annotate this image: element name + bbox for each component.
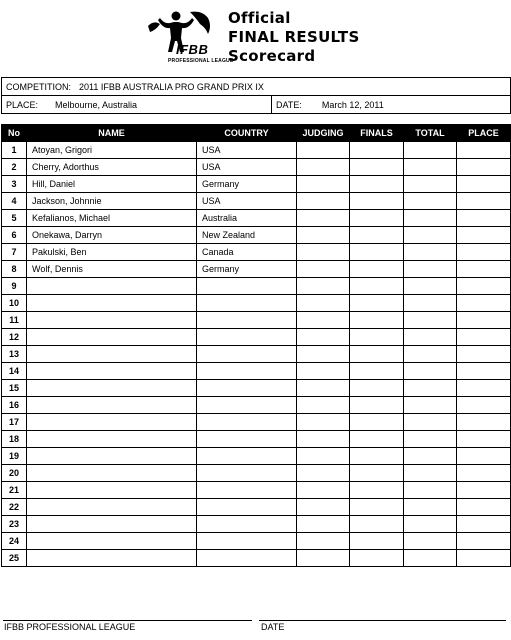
table-row: [2, 244, 511, 261]
place-score-cell[interactable]: [457, 346, 511, 363]
country-cell: [197, 312, 297, 329]
country-cell: [197, 380, 297, 397]
judging-score-cell[interactable]: [297, 142, 350, 159]
row-number: 15: [2, 380, 27, 397]
table-row: [2, 329, 511, 346]
place-score-cell[interactable]: [457, 312, 511, 329]
judging-score-cell[interactable]: [297, 193, 350, 210]
country-cell: [197, 482, 297, 499]
place-score-cell[interactable]: [457, 499, 511, 516]
judging-score-cell[interactable]: [297, 499, 350, 516]
country-cell: [197, 499, 297, 516]
table-row: [2, 431, 511, 448]
total-score-cell[interactable]: [404, 431, 457, 448]
logo-subtext: PROFESSIONAL LEAGUE: [168, 58, 234, 64]
row-number: 25: [2, 550, 27, 567]
row-number: 11: [2, 312, 27, 329]
competitor-name-cell: Cherry, Adorthus: [27, 159, 197, 176]
total-score-cell[interactable]: [404, 499, 457, 516]
row-number: 1: [2, 142, 27, 159]
row-number: 18: [2, 431, 27, 448]
column-header-no: No: [2, 125, 27, 142]
row-number: 21: [2, 482, 27, 499]
table-row: [2, 159, 511, 176]
table-row: [2, 380, 511, 397]
country-cell: [197, 431, 297, 448]
competitor-name-cell: [27, 346, 197, 363]
place-score-cell[interactable]: [457, 431, 511, 448]
country-cell: Germany: [197, 176, 297, 193]
place-score-cell[interactable]: [457, 482, 511, 499]
column-header-total: TOTAL: [404, 125, 457, 142]
logo-text: IFBB: [176, 42, 209, 57]
competition-label: COMPETITION:: [6, 81, 71, 92]
judging-score-cell[interactable]: [297, 295, 350, 312]
table-row: [2, 533, 511, 550]
table-row: [2, 227, 511, 244]
place-score-cell[interactable]: [457, 380, 511, 397]
finals-score-cell[interactable]: [350, 312, 404, 329]
judging-score-cell[interactable]: [297, 414, 350, 431]
results-table: [1, 124, 511, 567]
scorecard-header: [0, 6, 511, 72]
total-score-cell[interactable]: [404, 244, 457, 261]
finals-score-cell[interactable]: [350, 210, 404, 227]
place-score-cell[interactable]: [457, 142, 511, 159]
place-score-cell[interactable]: [457, 261, 511, 278]
date-signature-label: DATE: [261, 622, 285, 632]
country-cell: [197, 516, 297, 533]
place-score-cell[interactable]: [457, 550, 511, 567]
place-score-cell[interactable]: [457, 278, 511, 295]
place-score-cell[interactable]: [457, 448, 511, 465]
place-score-cell[interactable]: [457, 414, 511, 431]
competitor-name-cell: [27, 278, 197, 295]
place-score-cell[interactable]: [457, 397, 511, 414]
judging-score-cell[interactable]: [297, 431, 350, 448]
country-cell: New Zealand: [197, 227, 297, 244]
place-score-cell[interactable]: [457, 295, 511, 312]
row-number: 19: [2, 448, 27, 465]
competitor-name-cell: Jackson, Johnnie: [27, 193, 197, 210]
document-title: [228, 9, 360, 66]
country-cell: [197, 329, 297, 346]
judging-score-cell[interactable]: [297, 329, 350, 346]
competition-value: 2011 IFBB AUSTRALIA PRO GRAND PRIX IX: [79, 81, 264, 92]
row-number: 24: [2, 533, 27, 550]
total-score-cell[interactable]: [404, 363, 457, 380]
place-score-cell[interactable]: [457, 516, 511, 533]
row-number: 12: [2, 329, 27, 346]
date-signature-line: [259, 620, 506, 621]
column-header-finals: FINALS: [350, 125, 404, 142]
judging-score-cell[interactable]: [297, 397, 350, 414]
finals-score-cell[interactable]: [350, 465, 404, 482]
league-signature-line: [3, 620, 252, 621]
table-row: [2, 312, 511, 329]
judging-score-cell[interactable]: [297, 227, 350, 244]
finals-score-cell[interactable]: [350, 448, 404, 465]
total-score-cell[interactable]: [404, 346, 457, 363]
judging-score-cell[interactable]: [297, 176, 350, 193]
total-score-cell[interactable]: [404, 465, 457, 482]
finals-score-cell[interactable]: [350, 176, 404, 193]
finals-score-cell[interactable]: [350, 397, 404, 414]
place-cell: [2, 96, 272, 113]
table-row: [2, 210, 511, 227]
country-cell: USA: [197, 193, 297, 210]
table-row: [2, 414, 511, 431]
finals-score-cell[interactable]: [350, 363, 404, 380]
judging-score-cell[interactable]: [297, 448, 350, 465]
place-score-cell[interactable]: [457, 159, 511, 176]
competitor-name-cell: [27, 414, 197, 431]
judging-score-cell[interactable]: [297, 550, 350, 567]
total-score-cell[interactable]: [404, 482, 457, 499]
judging-score-cell[interactable]: [297, 244, 350, 261]
place-score-cell[interactable]: [457, 176, 511, 193]
competitor-name-cell: [27, 499, 197, 516]
competitor-name-cell: [27, 380, 197, 397]
finals-score-cell[interactable]: [350, 244, 404, 261]
total-score-cell[interactable]: [404, 414, 457, 431]
place-score-cell[interactable]: [457, 533, 511, 550]
table-row: [2, 499, 511, 516]
row-number: 22: [2, 499, 27, 516]
finals-score-cell[interactable]: [350, 227, 404, 244]
judging-score-cell[interactable]: [297, 465, 350, 482]
table-row: [2, 363, 511, 380]
table-row: [2, 261, 511, 278]
competitor-name-cell: [27, 431, 197, 448]
finals-score-cell[interactable]: [350, 482, 404, 499]
country-cell: [197, 533, 297, 550]
competitor-name-cell: [27, 465, 197, 482]
finals-score-cell[interactable]: [350, 295, 404, 312]
country-cell: USA: [197, 159, 297, 176]
row-number: 17: [2, 414, 27, 431]
table-row: [2, 346, 511, 363]
table-header-row: [2, 125, 511, 142]
total-score-cell[interactable]: [404, 533, 457, 550]
row-number: 16: [2, 397, 27, 414]
total-score-cell[interactable]: [404, 193, 457, 210]
date-label: DATE:: [276, 99, 302, 110]
total-score-cell[interactable]: [404, 329, 457, 346]
date-cell: [272, 100, 384, 110]
competitor-name-cell: Hill, Daniel: [27, 176, 197, 193]
competition-info: [1, 77, 511, 114]
total-score-cell[interactable]: [404, 142, 457, 159]
table-row: [2, 482, 511, 499]
total-score-cell[interactable]: [404, 550, 457, 567]
competitor-name-cell: [27, 533, 197, 550]
table-row: [2, 550, 511, 567]
finals-score-cell[interactable]: [350, 346, 404, 363]
finals-score-cell[interactable]: [350, 431, 404, 448]
judging-score-cell[interactable]: [297, 533, 350, 550]
country-cell: [197, 414, 297, 431]
judging-score-cell[interactable]: [297, 516, 350, 533]
row-number: 14: [2, 363, 27, 380]
column-header-place: PLACE: [457, 125, 511, 142]
competitor-name-cell: Pakulski, Ben: [27, 244, 197, 261]
finals-score-cell[interactable]: [350, 193, 404, 210]
judging-score-cell[interactable]: [297, 278, 350, 295]
row-number: 6: [2, 227, 27, 244]
country-cell: Australia: [197, 210, 297, 227]
place-score-cell[interactable]: [457, 329, 511, 346]
finals-score-cell[interactable]: [350, 414, 404, 431]
title-line: Scorecard: [228, 47, 316, 65]
row-number: 2: [2, 159, 27, 176]
row-number: 9: [2, 278, 27, 295]
total-score-cell[interactable]: [404, 397, 457, 414]
row-number: 5: [2, 210, 27, 227]
country-cell: [197, 363, 297, 380]
total-score-cell[interactable]: [404, 295, 457, 312]
country-cell: [197, 278, 297, 295]
finals-score-cell[interactable]: [350, 261, 404, 278]
total-score-cell[interactable]: [404, 448, 457, 465]
table-row: [2, 295, 511, 312]
column-header-judging: JUDGING: [297, 125, 350, 142]
competitor-name-cell: [27, 363, 197, 380]
place-score-cell[interactable]: [457, 363, 511, 380]
place-score-cell[interactable]: [457, 227, 511, 244]
country-cell: [197, 397, 297, 414]
country-cell: [197, 465, 297, 482]
league-signature-label: IFBB PROFESSIONAL LEAGUE: [4, 622, 136, 632]
competitor-name-cell: Wolf, Dennis: [27, 261, 197, 278]
competitor-name-cell: [27, 482, 197, 499]
competitor-name-cell: Atoyan, Grigori: [27, 142, 197, 159]
row-number: 10: [2, 295, 27, 312]
competition-row: [2, 78, 510, 95]
competitor-name-cell: [27, 516, 197, 533]
title-line: FINAL RESULTS: [228, 28, 360, 46]
place-label: PLACE:: [6, 99, 39, 110]
row-number: 23: [2, 516, 27, 533]
table-row: [2, 278, 511, 295]
finals-score-cell[interactable]: [350, 516, 404, 533]
country-cell: Canada: [197, 244, 297, 261]
competitor-name-cell: [27, 295, 197, 312]
table-row: [2, 142, 511, 159]
total-score-cell[interactable]: [404, 210, 457, 227]
total-score-cell[interactable]: [404, 227, 457, 244]
country-cell: USA: [197, 142, 297, 159]
place-score-cell[interactable]: [457, 465, 511, 482]
total-score-cell[interactable]: [404, 380, 457, 397]
row-number: 8: [2, 261, 27, 278]
row-number: 13: [2, 346, 27, 363]
place-date-row: [2, 95, 510, 113]
column-header-country: COUNTRY: [197, 125, 297, 142]
column-header-name: NAME: [27, 125, 197, 142]
table-row: [2, 448, 511, 465]
finals-score-cell[interactable]: [350, 533, 404, 550]
country-cell: Germany: [197, 261, 297, 278]
finals-score-cell[interactable]: [350, 499, 404, 516]
table-body: [2, 142, 511, 567]
row-number: 7: [2, 244, 27, 261]
place-score-cell[interactable]: [457, 244, 511, 261]
judging-score-cell[interactable]: [297, 261, 350, 278]
judging-score-cell[interactable]: [297, 482, 350, 499]
date-value: March 12, 2011: [321, 99, 384, 110]
competitor-name-cell: [27, 550, 197, 567]
finals-score-cell[interactable]: [350, 380, 404, 397]
row-number: 4: [2, 193, 27, 210]
table-row: [2, 516, 511, 533]
judging-score-cell[interactable]: [297, 346, 350, 363]
total-score-cell[interactable]: [404, 159, 457, 176]
judging-score-cell[interactable]: [297, 159, 350, 176]
country-cell: [197, 295, 297, 312]
ifbb-logo: [146, 8, 234, 68]
competitor-name-cell: Kefalianos, Michael: [27, 210, 197, 227]
place-score-cell[interactable]: [457, 193, 511, 210]
finals-score-cell[interactable]: [350, 142, 404, 159]
title-line: Official: [228, 9, 291, 27]
competitor-name-cell: Onekawa, Darryn: [27, 227, 197, 244]
total-score-cell[interactable]: [404, 278, 457, 295]
finals-score-cell[interactable]: [350, 159, 404, 176]
competitor-name-cell: [27, 397, 197, 414]
table-row: [2, 397, 511, 414]
row-number: 3: [2, 176, 27, 193]
country-cell: [197, 448, 297, 465]
total-score-cell[interactable]: [404, 312, 457, 329]
judging-score-cell[interactable]: [297, 380, 350, 397]
row-number: 20: [2, 465, 27, 482]
competitor-name-cell: [27, 329, 197, 346]
finals-score-cell[interactable]: [350, 278, 404, 295]
table-row: [2, 176, 511, 193]
country-cell: [197, 346, 297, 363]
judging-score-cell[interactable]: [297, 363, 350, 380]
finals-score-cell[interactable]: [350, 329, 404, 346]
judging-score-cell[interactable]: [297, 210, 350, 227]
total-score-cell[interactable]: [404, 261, 457, 278]
competitor-name-cell: [27, 448, 197, 465]
finals-score-cell[interactable]: [350, 550, 404, 567]
place-value: Melbourne, Australia: [55, 99, 138, 110]
total-score-cell[interactable]: [404, 176, 457, 193]
table-row: [2, 465, 511, 482]
total-score-cell[interactable]: [404, 516, 457, 533]
competitor-name-cell: [27, 312, 197, 329]
place-score-cell[interactable]: [457, 210, 511, 227]
judging-score-cell[interactable]: [297, 312, 350, 329]
country-cell: [197, 550, 297, 567]
table-row: [2, 193, 511, 210]
